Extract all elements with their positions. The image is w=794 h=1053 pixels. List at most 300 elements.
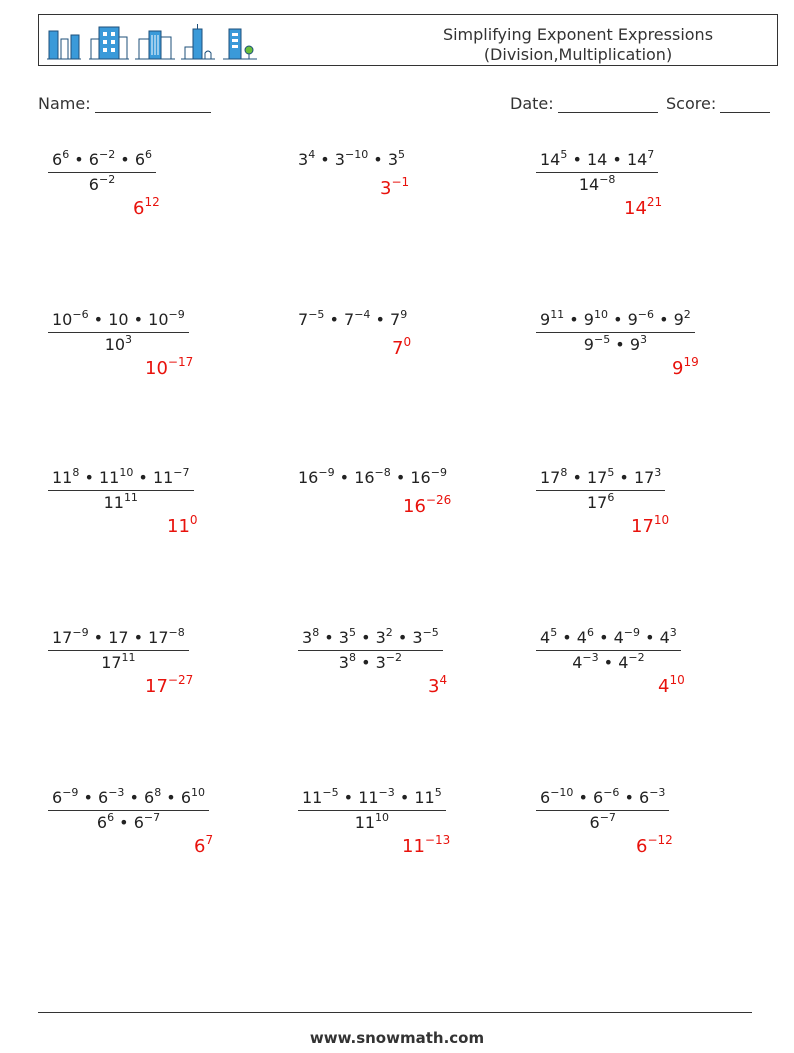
answer-base: 6 (133, 198, 145, 219)
fraction (536, 468, 665, 512)
answer (133, 195, 160, 219)
base: 3 (387, 150, 398, 169)
power-term (376, 653, 402, 672)
power-term (52, 150, 69, 169)
denominator (48, 173, 156, 194)
name-field[interactable] (38, 94, 211, 113)
exponent: 10 (191, 786, 206, 799)
multiply-dot: • (610, 335, 630, 354)
exponent: −7 (173, 466, 190, 479)
base: 6 (52, 788, 63, 807)
denominator (48, 491, 194, 512)
multiply-dot: • (614, 468, 634, 487)
base: 14 (540, 150, 561, 169)
answer (402, 833, 451, 857)
base: 11 (52, 468, 73, 487)
base: 3 (334, 150, 345, 169)
answer-exponent: 10 (669, 673, 685, 687)
multiply-dot: • (355, 628, 376, 647)
date-field[interactable] (510, 94, 658, 113)
power-term (674, 310, 691, 329)
exponent: −3 (649, 786, 666, 799)
power-term (97, 813, 114, 832)
name-label: Name: (38, 94, 91, 113)
multiply-dot: • (368, 150, 388, 169)
exponent: 3 (654, 466, 662, 479)
problem-13 (48, 788, 209, 832)
base: 7 (344, 310, 355, 329)
base: 7 (390, 310, 401, 329)
answer-exponent: 21 (646, 195, 663, 209)
power-term (540, 788, 573, 807)
tower-tree-icon (221, 23, 257, 61)
base: 3 (412, 628, 423, 647)
power-term (587, 150, 607, 169)
power-term (108, 628, 128, 647)
power-term (105, 335, 132, 354)
base: 3 (375, 653, 386, 672)
base: 10 (108, 310, 129, 329)
fraction (298, 628, 443, 672)
base: 9 (673, 310, 684, 329)
base: 4 (540, 628, 551, 647)
answer-exponent: 19 (683, 355, 699, 369)
exponent: −9 (318, 466, 335, 479)
exponent: 5 (348, 626, 356, 639)
power-term (540, 628, 557, 647)
multiply-dot: • (161, 788, 181, 807)
answer-base: 4 (658, 676, 670, 697)
multiply-dot: • (319, 628, 339, 647)
multiply-dot: • (654, 310, 674, 329)
base: 6 (52, 150, 63, 169)
power-term (134, 813, 160, 832)
multiply-dot: • (124, 788, 145, 807)
base: 9 (627, 310, 638, 329)
exponent: 3 (640, 333, 647, 346)
product-expression (298, 310, 407, 329)
base: 16 (354, 468, 375, 487)
base: 6 (98, 788, 109, 807)
score-field[interactable] (666, 94, 770, 113)
exponent: 8 (312, 626, 320, 639)
base: 6 (144, 788, 155, 807)
exponent: 10 (593, 308, 608, 321)
exponent: 8 (154, 786, 162, 799)
problem-5 (298, 310, 407, 329)
exponent: 7 (647, 148, 655, 161)
problem-7 (48, 468, 194, 512)
base: 3 (338, 628, 349, 647)
exponent: 8 (72, 466, 80, 479)
exponent: 6 (145, 148, 152, 161)
multiply-dot: • (338, 788, 359, 807)
answer (672, 355, 699, 379)
problem-10 (48, 628, 189, 672)
problem-6 (536, 310, 695, 354)
exponent: −9 (168, 308, 185, 321)
product-expression (298, 150, 405, 169)
exponent: 8 (348, 651, 356, 664)
problem-1 (48, 150, 156, 194)
problem-11 (298, 628, 443, 672)
base: 11 (103, 493, 124, 512)
fraction (48, 468, 194, 512)
exponent: −2 (98, 173, 116, 186)
fraction (48, 788, 209, 832)
denominator (48, 333, 189, 354)
exponent: 11 (123, 491, 138, 504)
multiply-dot: • (607, 310, 628, 329)
base: 6 (593, 788, 604, 807)
footer-url: www.snowmath.com (309, 1029, 485, 1047)
numerator (536, 468, 665, 491)
tower-icon (181, 23, 215, 61)
exponent: 9 (400, 308, 408, 321)
base: 6 (540, 788, 551, 807)
exponent: 2 (385, 626, 393, 639)
power-term (101, 653, 135, 672)
answer-exponent: 10 (653, 513, 670, 527)
numerator (536, 628, 681, 651)
multiply-dot: • (315, 150, 335, 169)
exponent: 6 (62, 148, 70, 161)
multiply-dot: • (324, 310, 345, 329)
fraction (48, 310, 189, 354)
exponent: −9 (72, 626, 89, 639)
denominator (536, 173, 658, 194)
exponent: −7 (143, 811, 161, 824)
power-term (412, 628, 438, 647)
base: 3 (298, 150, 309, 169)
base: 11 (152, 468, 174, 487)
multiply-dot: • (607, 150, 627, 169)
power-term (540, 468, 567, 487)
power-term (89, 150, 115, 169)
power-term (587, 468, 614, 487)
power-term (108, 310, 128, 329)
power-term (181, 788, 205, 807)
denominator (298, 651, 443, 672)
power-term (627, 150, 654, 169)
power-term (540, 150, 567, 169)
score-label: Score: (666, 94, 717, 113)
base: 4 (572, 653, 583, 672)
base: 4 (659, 628, 670, 647)
exponent: −8 (168, 626, 185, 639)
answer-base: 17 (631, 516, 654, 537)
multiply-dot: • (78, 788, 99, 807)
multiply-dot: • (390, 468, 411, 487)
problem-12 (536, 628, 681, 672)
base: 6 (133, 813, 144, 832)
base: 17 (586, 493, 608, 512)
power-term (104, 493, 138, 512)
answer-base: 16 (403, 496, 426, 517)
score-blank[interactable] (720, 98, 770, 113)
power-term (135, 150, 152, 169)
answer-exponent: −27 (167, 673, 194, 687)
base: 17 (540, 468, 561, 487)
base: 17 (108, 628, 129, 647)
answer-base: 3 (428, 676, 440, 697)
name-blank[interactable] (95, 98, 211, 113)
power-term (98, 788, 124, 807)
base: 6 (134, 150, 145, 169)
power-term (339, 653, 356, 672)
base: 7 (298, 310, 309, 329)
power-term (89, 175, 115, 194)
numerator (536, 150, 658, 173)
power-term (584, 310, 608, 329)
power-term (355, 813, 389, 832)
base: 11 (358, 788, 379, 807)
answer-exponent: 4 (439, 673, 448, 687)
problem-4 (48, 310, 189, 354)
power-term (148, 628, 185, 647)
power-term (587, 493, 614, 512)
exponent: −2 (385, 651, 402, 664)
numerator (48, 788, 209, 811)
power-term (354, 468, 391, 487)
base: 11 (414, 788, 435, 807)
base: 6 (88, 150, 99, 169)
base: 17 (52, 628, 73, 647)
power-term (577, 628, 594, 647)
exponent: −3 (582, 651, 599, 664)
product-expression (298, 468, 447, 487)
multiply-dot: • (88, 628, 109, 647)
exponent: −9 (430, 466, 447, 479)
base: 10 (52, 310, 73, 329)
base: 6 (639, 788, 650, 807)
answer (145, 673, 194, 697)
fraction (48, 150, 156, 194)
numerator (48, 628, 189, 651)
multiply-dot: • (115, 150, 135, 169)
exponent: 11 (550, 308, 565, 321)
exponent: 10 (119, 466, 134, 479)
base: 3 (375, 628, 386, 647)
date-blank[interactable] (558, 98, 658, 113)
exponent: 6 (107, 811, 115, 824)
base: 17 (148, 628, 169, 647)
exponent: −7 (599, 811, 616, 824)
power-term (414, 788, 441, 807)
exponent: −10 (550, 786, 574, 799)
exponent: −2 (98, 148, 116, 161)
fraction (536, 788, 669, 832)
base: 9 (540, 310, 551, 329)
date-label: Date: (510, 94, 554, 113)
fraction (298, 788, 446, 832)
exponent: 10 (375, 811, 390, 824)
numerator (298, 628, 443, 651)
multiply-dot: • (557, 628, 577, 647)
exponent: −9 (623, 626, 640, 639)
answer-base: 10 (145, 358, 168, 379)
power-term (390, 310, 407, 329)
base: 16 (298, 468, 319, 487)
power-term (660, 628, 677, 647)
base: 16 (410, 468, 431, 487)
exponent: 3 (669, 626, 677, 639)
exponent: 3 (125, 333, 133, 346)
answer-base: 17 (145, 676, 168, 697)
answer-exponent: −12 (647, 833, 673, 847)
power-term (618, 653, 644, 672)
power-term (52, 310, 89, 329)
multiply-dot: • (640, 628, 660, 647)
exponent: 5 (607, 466, 615, 479)
power-term (634, 468, 661, 487)
answer (624, 195, 663, 219)
answer-base: 14 (624, 198, 647, 219)
exponent: −5 (422, 626, 439, 639)
answer (392, 335, 412, 359)
power-term (153, 468, 190, 487)
fraction (536, 628, 681, 672)
numerator (48, 468, 194, 491)
answer-base: 3 (380, 178, 392, 199)
base: 3 (302, 628, 313, 647)
problem-9 (536, 468, 665, 512)
base: 4 (576, 628, 587, 647)
power-term (298, 468, 335, 487)
power-term (630, 335, 647, 354)
base: 10 (104, 335, 126, 354)
answer-exponent: 0 (189, 513, 198, 527)
base: 11 (354, 813, 376, 832)
base: 3 (338, 653, 349, 672)
footer-divider (38, 1012, 752, 1013)
exponent: 2 (683, 308, 691, 321)
answer (194, 833, 214, 857)
problem-8 (298, 468, 447, 487)
denominator (48, 811, 209, 832)
exponent: −3 (108, 786, 125, 799)
power-term (590, 813, 616, 832)
base: 4 (613, 628, 624, 647)
multiply-dot: • (619, 788, 640, 807)
fraction (536, 150, 658, 194)
problem-15 (536, 788, 669, 832)
multiply-dot: • (114, 813, 134, 832)
power-term (614, 628, 640, 647)
denominator (48, 651, 189, 672)
answer (428, 673, 448, 697)
base: 11 (98, 468, 120, 487)
power-term (579, 175, 616, 194)
answer-base: 6 (636, 836, 648, 857)
answer-exponent: 7 (205, 833, 214, 847)
numerator (536, 310, 695, 333)
base: 9 (583, 310, 594, 329)
base: 17 (101, 653, 122, 672)
power-term (298, 310, 324, 329)
power-term (339, 628, 356, 647)
power-term (298, 150, 315, 169)
base: 6 (88, 175, 99, 194)
multiply-dot: • (133, 468, 153, 487)
base: 9 (629, 335, 640, 354)
exponent: 8 (560, 466, 568, 479)
denominator (536, 811, 669, 832)
power-term (302, 628, 319, 647)
multiply-dot: • (355, 653, 376, 672)
power-term (593, 788, 619, 807)
power-term (639, 788, 665, 807)
power-term (148, 310, 185, 329)
answer-base: 11 (167, 516, 190, 537)
exponent: −5 (308, 308, 325, 321)
buildings-icon-1 (45, 23, 83, 61)
buildings-icon-2 (89, 23, 129, 61)
multiply-dot: • (567, 468, 587, 487)
answer (145, 355, 194, 379)
power-term (99, 468, 133, 487)
answer (636, 833, 673, 857)
exponent: −3 (378, 786, 395, 799)
exponent: 6 (607, 491, 615, 504)
power-term (335, 150, 368, 169)
exponent: −9 (62, 786, 79, 799)
answer-exponent: −13 (424, 833, 451, 847)
multiply-dot: • (392, 628, 413, 647)
multiply-dot: • (564, 310, 584, 329)
base: 6 (589, 813, 600, 832)
exponent: 5 (434, 786, 442, 799)
answer (631, 513, 670, 537)
power-term (344, 310, 370, 329)
multiply-dot: • (69, 150, 89, 169)
multiply-dot: • (334, 468, 355, 487)
exponent: −2 (628, 651, 645, 664)
base: 14 (578, 175, 600, 194)
multiply-dot: • (573, 788, 594, 807)
power-term (388, 150, 405, 169)
answer-base: 7 (392, 338, 404, 359)
exponent: 11 (121, 651, 136, 664)
power-term (540, 310, 564, 329)
denominator (536, 651, 681, 672)
exponent: 5 (398, 148, 405, 161)
exponent: 4 (308, 148, 316, 161)
power-term (584, 335, 610, 354)
answer (167, 513, 198, 537)
exponent: 5 (560, 148, 568, 161)
exponent: −6 (637, 308, 654, 321)
worksheet-header (38, 14, 778, 66)
exponent: −6 (603, 786, 620, 799)
numerator (536, 788, 669, 811)
base: 14 (626, 150, 648, 169)
title-block (379, 25, 777, 65)
power-term (410, 468, 447, 487)
logo-row (45, 21, 257, 61)
base: 10 (148, 310, 169, 329)
base: 17 (586, 468, 608, 487)
multiply-dot: • (88, 310, 109, 329)
problem-3 (536, 150, 658, 194)
exponent: −8 (599, 173, 616, 186)
worksheet-subtitle: (Division,Multiplication) (483, 45, 673, 64)
answer-exponent: −26 (425, 493, 452, 507)
answer-base: 11 (402, 836, 425, 857)
problem-2 (298, 150, 405, 169)
problem-14 (298, 788, 446, 832)
denominator (536, 491, 665, 512)
